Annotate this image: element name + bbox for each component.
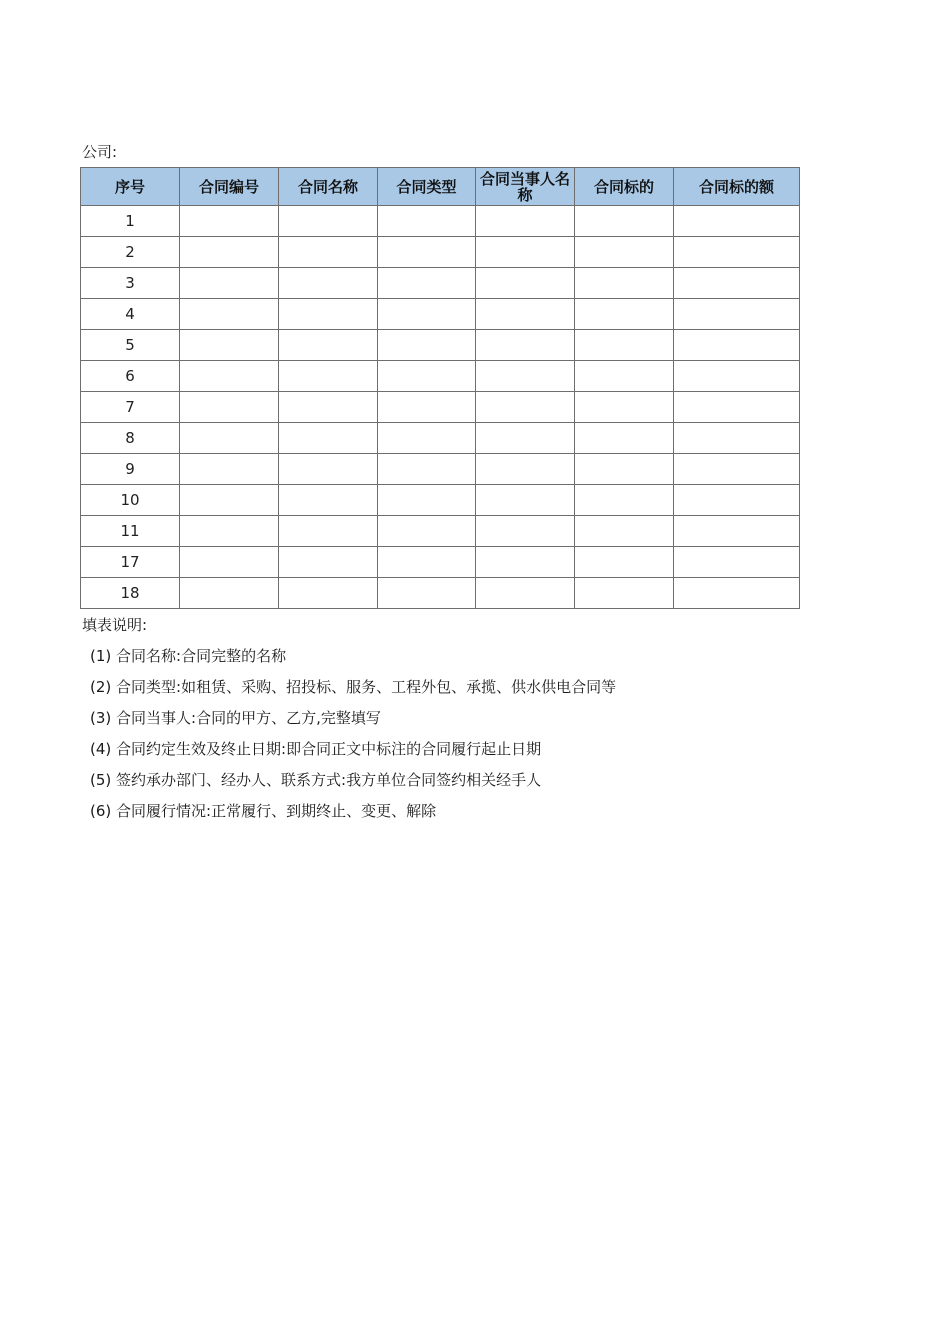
- subject-amount-cell[interactable]: [674, 299, 800, 330]
- serial-number-cell: 5: [81, 330, 180, 361]
- header-party-name: 合同当事人名称: [476, 168, 575, 206]
- serial-number-cell: 1: [81, 206, 180, 237]
- serial-number-cell: 17: [81, 547, 180, 578]
- contract-type-cell[interactable]: [378, 237, 476, 268]
- subject-amount-cell[interactable]: [674, 423, 800, 454]
- party-name-cell[interactable]: [476, 547, 575, 578]
- party-name-cell[interactable]: [476, 237, 575, 268]
- contract-name-cell[interactable]: [279, 454, 378, 485]
- contract-name-cell[interactable]: [279, 485, 378, 516]
- subject-amount-cell[interactable]: [674, 485, 800, 516]
- subject-amount-cell[interactable]: [674, 392, 800, 423]
- table-row: [81, 423, 800, 454]
- table-row: [81, 206, 800, 237]
- serial-number-cell: 9: [81, 454, 180, 485]
- party-name-cell[interactable]: [476, 423, 575, 454]
- table-row: [81, 516, 800, 547]
- table-row: [81, 485, 800, 516]
- contract-number-cell[interactable]: [180, 454, 279, 485]
- party-name-cell[interactable]: [476, 330, 575, 361]
- party-name-cell[interactable]: [476, 206, 575, 237]
- subject-amount-cell[interactable]: [674, 454, 800, 485]
- instruction-item: (2) 合同类型:如租赁、采购、招投标、服务、工程外包、承揽、供水供电合同等: [90, 678, 617, 696]
- party-name-cell[interactable]: [476, 392, 575, 423]
- table-row: [81, 547, 800, 578]
- contract-number-cell[interactable]: [180, 423, 279, 454]
- subject-cell[interactable]: [575, 423, 674, 454]
- contract-number-cell[interactable]: [180, 578, 279, 609]
- serial-number-cell: 2: [81, 237, 180, 268]
- subject-cell[interactable]: [575, 516, 674, 547]
- party-name-cell[interactable]: [476, 361, 575, 392]
- table-row: [81, 299, 800, 330]
- contract-type-cell[interactable]: [378, 206, 476, 237]
- contract-number-cell[interactable]: [180, 268, 279, 299]
- contract-number-cell[interactable]: [180, 485, 279, 516]
- table-row: [81, 361, 800, 392]
- contract-name-cell[interactable]: [279, 299, 378, 330]
- instruction-item: (3) 合同当事人:合同的甲方、乙方,完整填写: [90, 709, 381, 727]
- contract-name-cell[interactable]: [279, 206, 378, 237]
- instruction-item: (6) 合同履行情况:正常履行、到期终止、变更、解除: [90, 802, 437, 820]
- serial-number-cell: 18: [81, 578, 180, 609]
- serial-number-cell: 8: [81, 423, 180, 454]
- subject-amount-cell[interactable]: [674, 578, 800, 609]
- subject-amount-cell[interactable]: [674, 361, 800, 392]
- subject-amount-cell[interactable]: [674, 547, 800, 578]
- subject-cell[interactable]: [575, 578, 674, 609]
- subject-cell[interactable]: [575, 237, 674, 268]
- filling-instructions: [82, 615, 616, 832]
- subject-cell[interactable]: [575, 547, 674, 578]
- header-contract-name: 合同名称: [279, 168, 378, 206]
- table-row: [81, 454, 800, 485]
- subject-amount-cell[interactable]: [674, 516, 800, 547]
- contract-name-cell[interactable]: [279, 423, 378, 454]
- header-subject: 合同标的: [575, 168, 674, 206]
- table-header-row: [81, 168, 800, 206]
- subject-cell[interactable]: [575, 206, 674, 237]
- instruction-item: (5) 签约承办部门、经办人、联系方式:我方单位合同签约相关经手人: [90, 771, 542, 789]
- serial-number-cell: 7: [81, 392, 180, 423]
- table-row: [81, 237, 800, 268]
- instructions-list: [82, 646, 616, 832]
- header-contract-number: 合同编号: [180, 168, 279, 206]
- header-serial-number: 序号: [81, 168, 180, 206]
- party-name-cell[interactable]: [476, 578, 575, 609]
- contract-type-cell[interactable]: [378, 423, 476, 454]
- subject-cell[interactable]: [575, 454, 674, 485]
- subject-cell[interactable]: [575, 330, 674, 361]
- instruction-item: (4) 合同约定生效及终止日期:即合同正文中标注的合同履行起止日期: [90, 740, 542, 758]
- contract-number-cell[interactable]: [180, 299, 279, 330]
- contract-name-cell[interactable]: [279, 516, 378, 547]
- party-name-cell[interactable]: [476, 485, 575, 516]
- contract-type-cell[interactable]: [378, 330, 476, 361]
- party-name-cell[interactable]: [476, 454, 575, 485]
- contract-name-cell[interactable]: [279, 268, 378, 299]
- subject-amount-cell[interactable]: [674, 330, 800, 361]
- contract-type-cell[interactable]: [378, 454, 476, 485]
- instruction-item: (1) 合同名称:合同完整的名称: [90, 647, 287, 665]
- serial-number-cell: 4: [81, 299, 180, 330]
- subject-amount-cell[interactable]: [674, 206, 800, 237]
- contract-name-cell[interactable]: [279, 578, 378, 609]
- contract-type-cell[interactable]: [378, 547, 476, 578]
- contract-number-cell[interactable]: [180, 206, 279, 237]
- table-row: [81, 578, 800, 609]
- party-name-cell[interactable]: [476, 268, 575, 299]
- contract-number-cell[interactable]: [180, 547, 279, 578]
- subject-cell[interactable]: [575, 268, 674, 299]
- contract-name-cell[interactable]: [279, 392, 378, 423]
- subject-cell[interactable]: [575, 361, 674, 392]
- contract-number-cell[interactable]: [180, 330, 279, 361]
- contract-name-cell[interactable]: [279, 547, 378, 578]
- contract-name-cell[interactable]: [279, 330, 378, 361]
- contract-name-cell[interactable]: [279, 361, 378, 392]
- contract-type-cell[interactable]: [378, 392, 476, 423]
- subject-cell[interactable]: [575, 299, 674, 330]
- contract-type-cell[interactable]: [378, 299, 476, 330]
- serial-number-cell: 6: [81, 361, 180, 392]
- contract-number-cell[interactable]: [180, 392, 279, 423]
- header-contract-type: 合同类型: [378, 168, 476, 206]
- party-name-cell[interactable]: [476, 299, 575, 330]
- contract-number-cell[interactable]: [180, 361, 279, 392]
- serial-number-cell: 3: [81, 268, 180, 299]
- subject-amount-cell[interactable]: [674, 268, 800, 299]
- contract-type-cell[interactable]: [378, 578, 476, 609]
- subject-cell[interactable]: [575, 392, 674, 423]
- contract-type-cell[interactable]: [378, 485, 476, 516]
- contract-number-cell[interactable]: [180, 516, 279, 547]
- instructions-title: 填表说明:: [82, 616, 148, 634]
- subject-cell[interactable]: [575, 485, 674, 516]
- company-label: 公司:: [82, 143, 118, 161]
- table-row: [81, 330, 800, 361]
- contract-register-table: [80, 167, 800, 609]
- serial-number-cell: 10: [81, 485, 180, 516]
- contract-name-cell[interactable]: [279, 237, 378, 268]
- serial-number-cell: 11: [81, 516, 180, 547]
- contract-type-cell[interactable]: [378, 361, 476, 392]
- party-name-cell[interactable]: [476, 516, 575, 547]
- subject-amount-cell[interactable]: [674, 237, 800, 268]
- header-subject-amount: 合同标的额: [674, 168, 800, 206]
- contract-type-cell[interactable]: [378, 516, 476, 547]
- table-row: [81, 268, 800, 299]
- contract-type-cell[interactable]: [378, 268, 476, 299]
- table-row: [81, 392, 800, 423]
- contract-number-cell[interactable]: [180, 237, 279, 268]
